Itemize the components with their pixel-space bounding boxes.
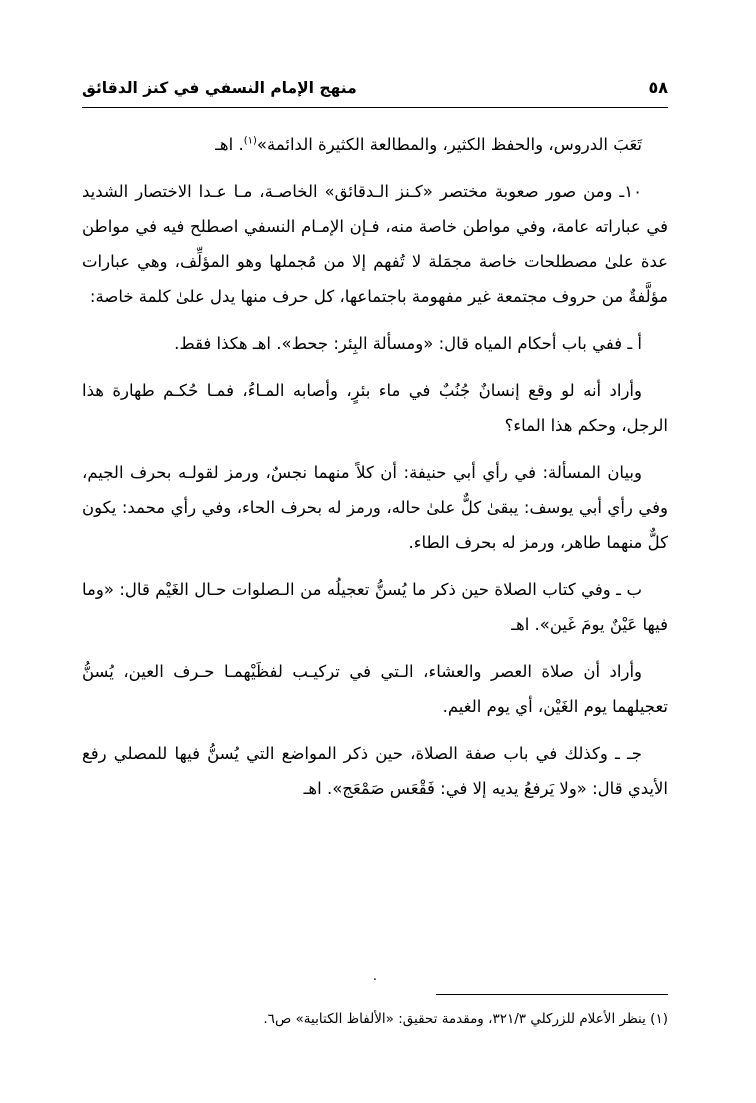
spacer bbox=[82, 646, 668, 655]
spacer bbox=[82, 728, 668, 737]
body-text bbox=[82, 128, 668, 806]
paragraph-2: أ ـ ففي باب أحكام المياه قال: «ومسألة البِئر: جحط». اهـ هكذا فقط. bbox=[174, 333, 642, 353]
paragraph-7: جـ ـ وكذلك في باب صفة الصلاة، حين ذكر المواضع التي يُسنُّ فيها للمصلي رفع الأيدي قال: «ولا يَرفعُ يديه إلا في: فَقْعَس صَمْعَج». اهـ bbox=[82, 743, 668, 798]
paragraph-0 bbox=[82, 128, 668, 163]
paragraph-5: ب ـ وفي كتاب الصلاة حين ذكر ما يُسنُّ تعجيلُه من الـصلوات حـال الغَيْم قال: «وما فيها عَيْنٌ يومَ غَين». اهـ bbox=[82, 579, 668, 634]
spacer bbox=[82, 447, 668, 456]
paragraph-1: ١٠ـ ومن صور صعوبة مختصر «كـنز الـدقائق» الخاصـة، مـا عـدا الاختصار الشديد في عباراته عامة، وفي مواطن خاصة منه، فـإن الإمـام النسفي اصطلح فيه في مواطن عدة علىٰ مصطلحات خاصة مجمَلة لا تُفهم إلا من مُجملها وهو المؤلِّف، وهي عبارات مؤلَّفةٌ من حروف مجتمعة غير مفهومة باجتماعها، كل حرف منها يدل علىٰ كلمة خاصة: bbox=[82, 181, 668, 306]
footnote-text: (١) ينظر الأعلام للزركلي ٣٢١/٣، ومقدمة تحقيق: «الألفاظ الكتابية» ص٦. bbox=[263, 1010, 668, 1027]
footnote-dot: . bbox=[372, 968, 378, 984]
header-title: منهج الإمام النسفي في كنز الدقائق bbox=[82, 79, 357, 97]
spacer bbox=[82, 564, 668, 573]
paragraph-0-tail: . اهـ bbox=[215, 135, 244, 154]
paragraph-6: وأراد أن صلاة العصر والعشاء، الـتي في تركيـب لفظَيْهمـا حـرف العين، يُسنُّ تعجيلهما يوم الغَيْن، أي يوم الغيم. bbox=[82, 661, 668, 716]
paragraph-0-text: تَعَبَ الدروس، والحفظ الكثير، والمطالعة الكثيرة الدائمة» bbox=[256, 135, 642, 154]
page-number: ٥٨ bbox=[648, 78, 668, 97]
paragraph-4: وبيان المسألة: في رأي أبي حنيفة: أن كلاً منهما نجسٌ، ورمز لقولـه بحرف الجيم، وفي رأي أبي يوسف: يبقىٰ كلٌّ علىٰ حاله، ورمز له بحرف الحاء، وفي رأي محمد: يكون كلٌّ منهما طاهر، ورمز له بحرف الطاء. bbox=[82, 462, 668, 552]
spacer bbox=[82, 365, 668, 374]
footnote-area bbox=[82, 968, 668, 1031]
spacer bbox=[82, 166, 668, 175]
spacer bbox=[82, 318, 668, 327]
footnote-divider bbox=[436, 994, 668, 995]
paragraph-3: وأراد أنه لو وقع إنسانٌ جُنُبٌ في ماء بئرٍ، وأصابه المـاءُ، فمـا حُكـم طهارة هذا الرجل، وحكم هذا الماء؟ bbox=[82, 380, 668, 435]
header-divider bbox=[82, 107, 668, 108]
footnote-marker: (١) bbox=[243, 135, 257, 147]
page-header bbox=[82, 78, 668, 103]
